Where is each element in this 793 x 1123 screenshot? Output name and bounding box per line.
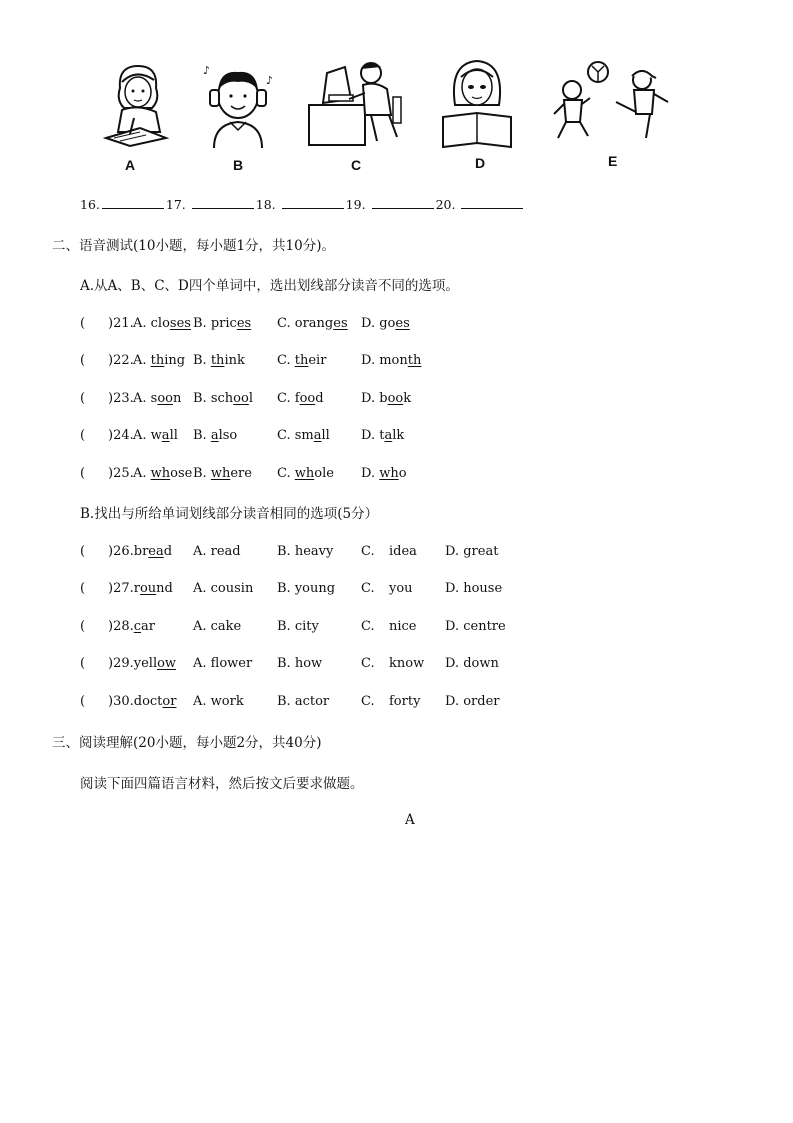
option-c-label[interactable]: C.	[361, 656, 375, 671]
svg-text:♪: ♪	[203, 64, 211, 77]
passage-label: A	[405, 812, 415, 828]
option-d[interactable]: D. great	[445, 544, 499, 559]
option-a[interactable]: A. cousin	[193, 581, 254, 596]
option-c-label[interactable]: C.	[361, 581, 375, 596]
answer-paren[interactable]: (	[80, 581, 86, 596]
option-c[interactable]: C. their	[277, 353, 327, 368]
option-d[interactable]: D. talk	[361, 428, 405, 443]
picture-label: A	[125, 157, 136, 173]
question-number: )21.	[108, 316, 134, 331]
boy-headphones-icon	[200, 60, 275, 150]
option-d[interactable]: D. month	[361, 353, 422, 368]
option-b[interactable]: B. school	[193, 391, 253, 406]
girl-writing-icon	[100, 58, 170, 148]
answer-label-18: 18.	[255, 197, 276, 212]
option-c[interactable]: you	[389, 581, 413, 596]
option-d[interactable]: D. centre	[445, 619, 506, 634]
option-b[interactable]: B. prices	[193, 316, 252, 331]
option-c[interactable]: C. small	[277, 428, 330, 443]
option-a[interactable]: A. work	[193, 694, 244, 709]
option-c-label[interactable]: C.	[361, 619, 375, 634]
picture-label: C	[351, 157, 362, 173]
answer-paren[interactable]: (	[80, 619, 86, 634]
answer-paren[interactable]: (	[80, 353, 86, 368]
answer-paren[interactable]: (	[80, 316, 86, 331]
question-word: )27.round	[108, 581, 173, 596]
answer-blank-17[interactable]	[192, 197, 254, 209]
answer-blanks-row	[80, 197, 525, 212]
picture-label: E	[608, 153, 618, 169]
option-c[interactable]: C. whole	[277, 466, 334, 481]
question-number: )22.	[108, 353, 134, 368]
question-number: )23.	[108, 391, 134, 406]
answer-label-16: 16.	[80, 197, 100, 212]
option-c[interactable]: idea	[389, 544, 417, 559]
svg-text:♪: ♪	[266, 74, 274, 87]
option-b[interactable]: B. actor	[277, 694, 330, 709]
kids-football-icon	[550, 58, 675, 148]
answer-blank-19[interactable]	[372, 197, 434, 209]
option-c[interactable]: know	[389, 656, 425, 671]
option-b[interactable]: B. heavy	[277, 544, 334, 559]
option-b[interactable]: B. how	[277, 656, 323, 671]
option-a[interactable]: A. closes	[133, 316, 191, 331]
man-computer-icon	[305, 55, 405, 150]
option-c[interactable]: C. oranges	[277, 316, 348, 331]
answer-paren[interactable]: (	[80, 391, 86, 406]
option-c-label[interactable]: C.	[361, 544, 375, 559]
option-a[interactable]: A. soon	[133, 391, 182, 406]
answer-blank-20[interactable]	[461, 197, 523, 209]
option-b[interactable]: B. young	[277, 581, 336, 596]
section2-part-b: B.找出与所给单词划线部分读音相同的选项(5分）	[80, 506, 379, 522]
option-a[interactable]: A. thing	[133, 353, 186, 368]
section2-title: 二、语音测试(10小题，每小题1分，共10分)。	[52, 238, 335, 254]
option-c[interactable]: C. food	[277, 391, 324, 406]
answer-paren[interactable]: (	[80, 466, 86, 481]
question-number: )25.	[108, 466, 134, 481]
option-d[interactable]: D. goes	[361, 316, 410, 331]
picture-label: D	[475, 155, 486, 171]
option-b[interactable]: B. think	[193, 353, 245, 368]
section3-title: 三、阅读理解(20小题，每小题2分，共40分)	[52, 735, 322, 751]
option-a[interactable]: A. whose	[133, 466, 193, 481]
option-d[interactable]: D. order	[445, 694, 500, 709]
answer-paren[interactable]: (	[80, 656, 86, 671]
answer-paren[interactable]: (	[80, 544, 86, 559]
question-number: )24.	[108, 428, 134, 443]
answer-blank-16[interactable]	[102, 197, 164, 209]
answer-blank-18[interactable]	[282, 197, 344, 209]
option-c[interactable]: forty	[389, 694, 421, 709]
option-d[interactable]: D. who	[361, 466, 407, 481]
option-a[interactable]: A. wall	[133, 428, 178, 443]
section2-part-a: A.从A、B、C、D四个单词中，选出划线部分读音不同的选项。	[80, 278, 459, 294]
option-a[interactable]: A. flower	[193, 656, 253, 671]
answer-label-19: 19.	[345, 197, 366, 212]
option-d[interactable]: D. book	[361, 391, 412, 406]
option-d[interactable]: D. down	[445, 656, 499, 671]
picture-label: B	[233, 157, 244, 173]
answer-paren[interactable]: (	[80, 694, 86, 709]
question-word: )26.bread	[108, 544, 173, 559]
answer-paren[interactable]: (	[80, 428, 86, 443]
question-word: )28.car	[108, 619, 155, 634]
option-c[interactable]: nice	[389, 619, 417, 634]
option-a[interactable]: A. cake	[193, 619, 242, 634]
option-c-label[interactable]: C.	[361, 694, 375, 709]
option-b[interactable]: B. city	[277, 619, 319, 634]
question-word: )30.doctor	[108, 694, 177, 709]
section3-instruction: 阅读下面四篇语言材料，然后按文后要求做题。	[80, 776, 364, 792]
option-b[interactable]: B. where	[193, 466, 252, 481]
question-word: )29.yellow	[108, 656, 177, 671]
option-b[interactable]: B. also	[193, 428, 238, 443]
answer-label-20: 20.	[435, 197, 456, 212]
girl-reading-icon	[435, 55, 520, 150]
option-d[interactable]: D. house	[445, 581, 503, 596]
answer-label-17: 17.	[165, 197, 186, 212]
option-a[interactable]: A. read	[193, 544, 241, 559]
